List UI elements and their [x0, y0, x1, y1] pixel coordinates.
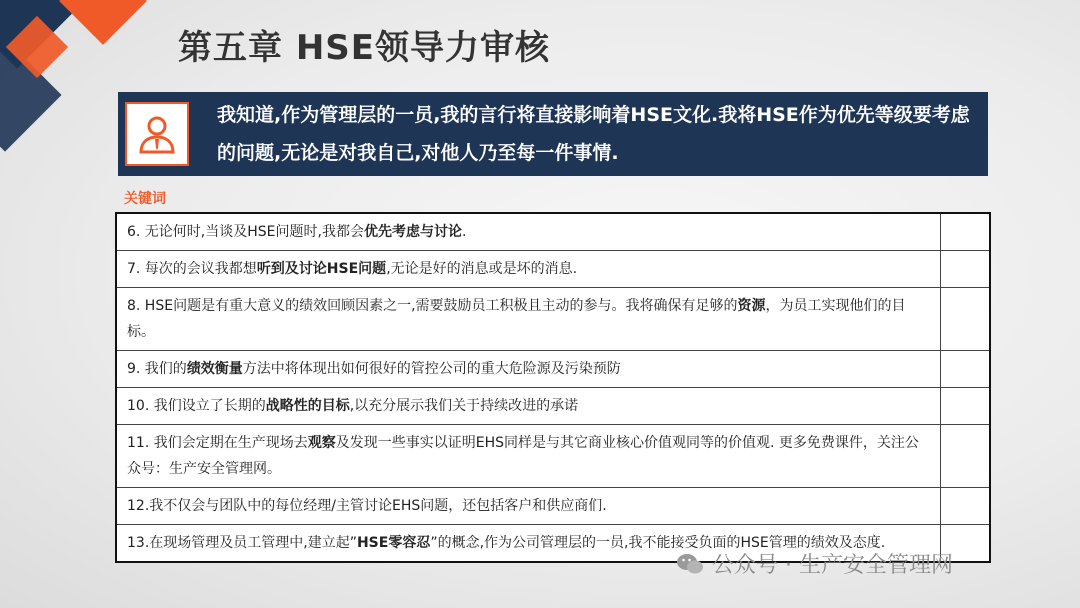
- check-cell: [941, 251, 991, 288]
- slide-title: 第五章 HSE领导力审核: [178, 28, 551, 68]
- quote-banner: [118, 92, 988, 176]
- wechat-icon: [676, 552, 704, 576]
- quote-text: 我知道,作为管理层的一员,我的言行将直接影响着HSE文化.我将HSE作为优先等级要考虑的问题,无论是对我自己,对他人乃至每一件事情.: [217, 104, 970, 164]
- table-row: [116, 425, 990, 488]
- table-cell: 11. 我们会定期在生产现场去观察及发现一些事实以证明EHS同样是与其它商业核心价值观同等的价值观. 更多免费课件，关注公众号：生产安全管理网。: [116, 425, 941, 488]
- table-row: [116, 251, 990, 288]
- check-cell: [941, 213, 991, 251]
- table-cell: 6. 无论何时,当谈及HSE问题时,我都会优先考虑与讨论.: [116, 213, 941, 251]
- table-cell: 10. 我们设立了长期的战略性的目标,以充分展示我们关于持续改进的承诺: [116, 388, 941, 425]
- table-cell: 12.我不仅会与团队中的每位经理/主管讨论EHS问题，还包括客户和供应商们.: [116, 488, 941, 525]
- table-row: [116, 388, 990, 425]
- table-row: [116, 488, 990, 525]
- table-row: [116, 288, 990, 351]
- check-cell: [941, 288, 991, 351]
- check-cell: [941, 351, 991, 388]
- table-row: [116, 213, 990, 251]
- avatar: [125, 102, 189, 166]
- commitment-table: [115, 212, 991, 563]
- check-cell: [941, 388, 991, 425]
- check-cell: [941, 488, 991, 525]
- watermark-text: 公众号 · 生产安全管理网: [712, 553, 953, 578]
- table-cell: 9. 我们的绩效衡量方法中将体现出如何很好的管控公司的重大危险源及污染预防: [116, 351, 941, 388]
- keywords-label: 关键词: [124, 191, 166, 207]
- table-cell: 13.在现场管理及员工管理中,建立起”HSE零容忍”的概念,作为公司管理层的一员,我不能接受负面的HSE管理的绩效及态度.: [116, 525, 941, 563]
- table-row: [116, 351, 990, 388]
- person-avatar-icon: [135, 112, 179, 156]
- table-cell: 7. 每次的会议我都想听到及讨论HSE问题,无论是好的消息或是坏的消息.: [116, 251, 941, 288]
- decor-diamond: [59, 0, 147, 45]
- check-cell: [941, 425, 991, 488]
- table-cell: 8. HSE问题是有重大意义的绩效回顾因素之一,需要鼓励员工积极且主动的参与。我将确保有足够的资源，为员工实现他们的目标。: [116, 288, 941, 351]
- watermark: [676, 548, 953, 579]
